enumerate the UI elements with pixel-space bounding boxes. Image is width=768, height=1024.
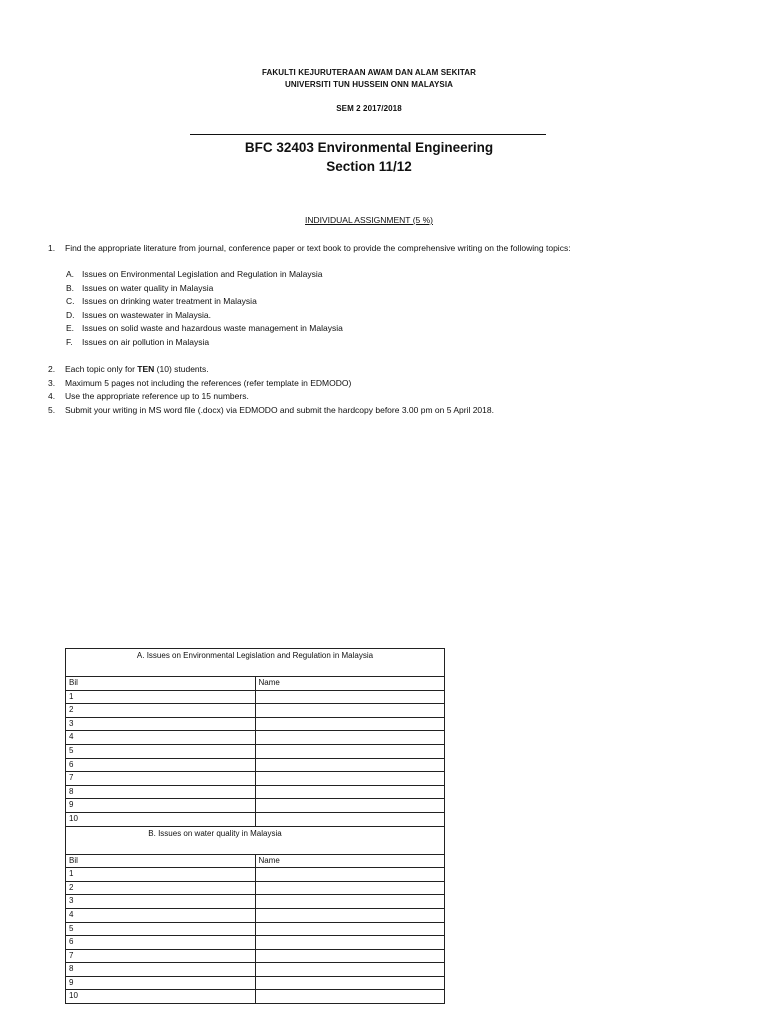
name-cell[interactable] bbox=[255, 799, 445, 813]
table-row bbox=[66, 799, 445, 813]
row-number: 10 bbox=[66, 812, 256, 826]
topic-item bbox=[66, 269, 323, 279]
instruction-5 bbox=[48, 405, 494, 415]
table-row bbox=[66, 704, 445, 718]
table-row bbox=[66, 908, 445, 922]
table-topic-header bbox=[66, 649, 445, 677]
course-title: BFC 32403 Environmental Engineering bbox=[244, 140, 494, 155]
assignment-heading: INDIVIDUAL ASSIGNMENT (5 %) bbox=[305, 215, 433, 225]
topic-letter: C. bbox=[66, 296, 75, 306]
instruction-number: 5. bbox=[48, 404, 56, 415]
instruction-text: Use the appropriate reference up to 15 numbers. bbox=[65, 391, 249, 401]
table-row bbox=[66, 936, 445, 950]
row-number: 3 bbox=[66, 895, 256, 909]
table-row bbox=[66, 895, 445, 909]
row-number: 7 bbox=[66, 949, 256, 963]
topic-letter: F. bbox=[66, 336, 73, 347]
name-cell[interactable] bbox=[255, 772, 445, 786]
topic-text: Issues on water quality in Malaysia bbox=[82, 282, 214, 293]
name-cell[interactable] bbox=[255, 812, 445, 826]
topic-item bbox=[66, 296, 257, 306]
row-number: 3 bbox=[66, 717, 256, 731]
table-row bbox=[66, 949, 445, 963]
topic-text: Issues on air pollution in Malaysia bbox=[82, 336, 210, 347]
table-topic-title: B. Issues on water quality in Malaysia bbox=[148, 828, 282, 838]
row-number: 8 bbox=[66, 963, 256, 977]
name-cell[interactable] bbox=[255, 922, 445, 936]
row-number: 1 bbox=[66, 868, 256, 882]
instruction-3 bbox=[48, 378, 351, 388]
column-header-name: Name bbox=[255, 677, 445, 691]
table-row bbox=[66, 744, 445, 758]
topic-item bbox=[66, 323, 343, 333]
instruction-text: Each topic only for bbox=[65, 364, 138, 374]
row-number: 9 bbox=[66, 976, 256, 990]
name-cell[interactable] bbox=[255, 690, 445, 704]
name-cell[interactable] bbox=[255, 990, 445, 1004]
topic-text: Issues on Environmental Legislation and Regulation in Malaysia bbox=[82, 269, 323, 279]
instruction-emphasis: TEN bbox=[137, 364, 155, 374]
row-number: 6 bbox=[66, 936, 256, 950]
topic-letter: E. bbox=[66, 323, 75, 333]
faculty-name: FAKULTI KEJURUTERAAN AWAM DAN ALAM SEKITAR bbox=[262, 68, 476, 77]
table-row bbox=[66, 812, 445, 826]
name-cell[interactable] bbox=[255, 976, 445, 990]
instruction-number: 1. bbox=[48, 243, 56, 253]
table-row bbox=[66, 976, 445, 990]
table-row bbox=[66, 772, 445, 786]
university-name: UNIVERSITI TUN HUSSEIN ONN MALAYSIA bbox=[284, 80, 454, 89]
topic-item bbox=[66, 337, 209, 347]
column-header-bil: Bil bbox=[66, 854, 256, 868]
instruction-number: 4. bbox=[48, 391, 56, 401]
table-row bbox=[66, 717, 445, 731]
column-header-bil: Bil bbox=[66, 677, 256, 691]
name-cell[interactable] bbox=[255, 881, 445, 895]
row-number: 5 bbox=[66, 744, 256, 758]
table-row bbox=[66, 990, 445, 1004]
instruction-4 bbox=[48, 391, 249, 401]
name-cell[interactable] bbox=[255, 895, 445, 909]
topic-text: Issues on wastewater in Malaysia. bbox=[82, 309, 211, 320]
course-section: Section 11/12 bbox=[326, 159, 412, 174]
topic-letter: B. bbox=[66, 282, 75, 293]
semester: SEM 2 2017/2018 bbox=[336, 104, 402, 113]
row-number: 2 bbox=[66, 881, 256, 895]
instruction-text: Maximum 5 pages not including the references (refer template in EDMODO) bbox=[65, 377, 352, 388]
name-cell[interactable] bbox=[255, 744, 445, 758]
row-number: 4 bbox=[66, 731, 256, 745]
row-number: 9 bbox=[66, 799, 256, 813]
row-number: 8 bbox=[66, 785, 256, 799]
table-row bbox=[66, 963, 445, 977]
table-row bbox=[66, 922, 445, 936]
row-number: 2 bbox=[66, 704, 256, 718]
topic-text: Issues on drinking water treatment in Malaysia bbox=[82, 296, 257, 306]
instruction-text: Submit your writing in MS word file (.docx) via EDMODO and submit the hardcopy before 3.00 pm on 5 April 2018. bbox=[65, 404, 494, 415]
instruction-2 bbox=[48, 364, 209, 374]
topic-letter: A. bbox=[66, 269, 75, 279]
row-number: 7 bbox=[66, 772, 256, 786]
name-cell[interactable] bbox=[255, 868, 445, 882]
table-topic-header bbox=[66, 826, 445, 854]
table-row bbox=[66, 785, 445, 799]
row-number: 4 bbox=[66, 908, 256, 922]
name-cell[interactable] bbox=[255, 949, 445, 963]
instruction-number: 3. bbox=[48, 377, 56, 388]
table-row bbox=[66, 758, 445, 772]
topic-text: Issues on solid waste and hazardous waste management in Malaysia bbox=[82, 323, 343, 333]
name-cell[interactable] bbox=[255, 758, 445, 772]
topic-item bbox=[66, 310, 211, 320]
title-rule bbox=[190, 134, 546, 135]
topic-letter: D. bbox=[66, 309, 75, 320]
row-number: 1 bbox=[66, 690, 256, 704]
name-cell[interactable] bbox=[255, 963, 445, 977]
topic-item bbox=[66, 283, 213, 293]
row-number: 10 bbox=[66, 990, 256, 1004]
column-header-name: Name bbox=[255, 854, 445, 868]
instruction-1 bbox=[48, 243, 571, 253]
row-number: 5 bbox=[66, 922, 256, 936]
table-row bbox=[66, 868, 445, 882]
table-row bbox=[66, 690, 445, 704]
name-cell[interactable] bbox=[255, 936, 445, 950]
instruction-text: Find the appropriate literature from journal, conference paper or text book to provide the comprehensive writing on the following topics: bbox=[65, 243, 571, 253]
table-row bbox=[66, 731, 445, 745]
name-cell[interactable] bbox=[255, 717, 445, 731]
instruction-number: 2. bbox=[48, 364, 56, 374]
row-number: 6 bbox=[66, 758, 256, 772]
instruction-text: (10) students. bbox=[154, 364, 209, 374]
name-cell[interactable] bbox=[255, 731, 445, 745]
table-row bbox=[66, 881, 445, 895]
name-cell[interactable] bbox=[255, 908, 445, 922]
name-cell[interactable] bbox=[255, 704, 445, 718]
signup-table bbox=[65, 648, 445, 1004]
name-cell[interactable] bbox=[255, 785, 445, 799]
table-topic-title: A. Issues on Environmental Legislation and Regulation in Malaysia bbox=[136, 651, 374, 660]
